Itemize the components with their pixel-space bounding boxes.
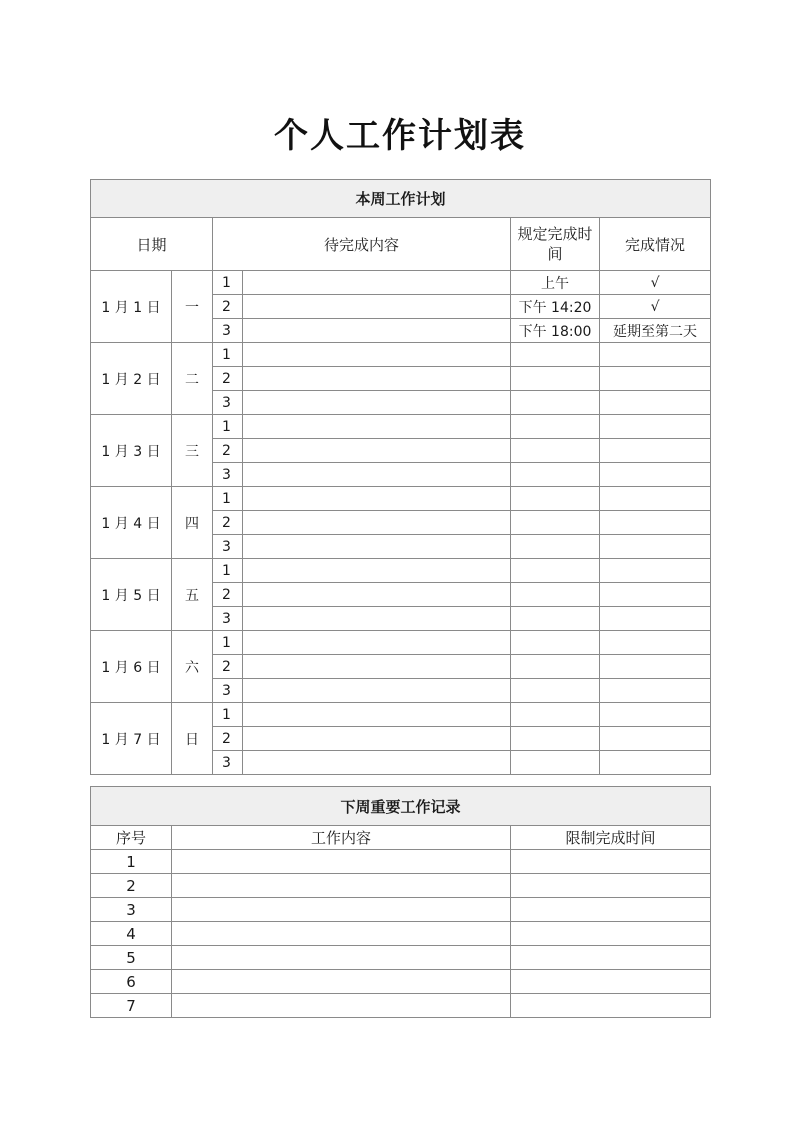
weekday-cell: 六 bbox=[172, 631, 213, 703]
next-week-row bbox=[91, 874, 711, 898]
task-deadline-cell[interactable]: 下午 18:00 bbox=[511, 319, 600, 343]
date-cell: 1 月 7 日 bbox=[91, 703, 172, 775]
task-status-cell[interactable]: 延期至第二天 bbox=[600, 319, 711, 343]
task-row bbox=[91, 487, 711, 511]
deadline-limit-cell[interactable] bbox=[511, 994, 711, 1018]
task-number: 1 bbox=[213, 487, 243, 511]
task-number: 2 bbox=[213, 439, 243, 463]
task-content-cell[interactable] bbox=[243, 607, 511, 631]
date-column-header: 日期 bbox=[91, 218, 213, 271]
weekly-plan-section-title: 本周工作计划 bbox=[91, 180, 711, 218]
task-deadline-cell[interactable] bbox=[511, 439, 600, 463]
status-column-header: 完成情况 bbox=[600, 218, 711, 271]
work-content-column-header: 工作内容 bbox=[172, 826, 511, 850]
task-deadline-cell[interactable] bbox=[511, 679, 600, 703]
task-status-cell[interactable] bbox=[600, 487, 711, 511]
task-deadline-cell[interactable] bbox=[511, 727, 600, 751]
task-deadline-cell[interactable] bbox=[511, 631, 600, 655]
task-content-cell[interactable] bbox=[243, 367, 511, 391]
task-content-cell[interactable] bbox=[243, 535, 511, 559]
task-number: 3 bbox=[213, 751, 243, 775]
task-deadline-cell[interactable] bbox=[511, 583, 600, 607]
deadline-column-header: 规定完成时间 bbox=[511, 218, 600, 271]
task-status-cell[interactable] bbox=[600, 343, 711, 367]
task-deadline-cell[interactable] bbox=[511, 751, 600, 775]
task-status-cell[interactable]: √ bbox=[600, 271, 711, 295]
task-content-cell[interactable] bbox=[243, 463, 511, 487]
work-content-cell[interactable] bbox=[172, 994, 511, 1018]
task-status-cell[interactable] bbox=[600, 751, 711, 775]
date-cell: 1 月 2 日 bbox=[91, 343, 172, 415]
deadline-limit-cell[interactable] bbox=[511, 850, 711, 874]
task-content-cell[interactable] bbox=[243, 271, 511, 295]
task-content-cell[interactable] bbox=[243, 487, 511, 511]
task-number: 2 bbox=[213, 367, 243, 391]
task-content-cell[interactable] bbox=[243, 751, 511, 775]
task-deadline-cell[interactable] bbox=[511, 703, 600, 727]
date-cell: 1 月 5 日 bbox=[91, 559, 172, 631]
work-content-cell[interactable] bbox=[172, 874, 511, 898]
task-status-cell[interactable] bbox=[600, 439, 711, 463]
weekly-plan-table bbox=[90, 179, 711, 775]
serial-number: 6 bbox=[91, 970, 172, 994]
work-content-cell[interactable] bbox=[172, 898, 511, 922]
serial-number: 1 bbox=[91, 850, 172, 874]
serial-number: 2 bbox=[91, 874, 172, 898]
deadline-limit-column-header: 限制完成时间 bbox=[511, 826, 711, 850]
serial-number: 4 bbox=[91, 922, 172, 946]
task-content-cell[interactable] bbox=[243, 655, 511, 679]
work-content-cell[interactable] bbox=[172, 970, 511, 994]
task-status-cell[interactable] bbox=[600, 679, 711, 703]
next-week-table bbox=[90, 786, 711, 1018]
deadline-limit-cell[interactable] bbox=[511, 898, 711, 922]
task-deadline-cell[interactable]: 上午 bbox=[511, 271, 600, 295]
next-week-section-title: 下周重要工作记录 bbox=[91, 787, 711, 826]
task-status-cell[interactable] bbox=[600, 391, 711, 415]
task-number: 3 bbox=[213, 463, 243, 487]
date-cell: 1 月 4 日 bbox=[91, 487, 172, 559]
task-status-cell[interactable] bbox=[600, 559, 711, 583]
date-cell: 1 月 1 日 bbox=[91, 271, 172, 343]
task-row bbox=[91, 343, 711, 367]
task-status-cell[interactable] bbox=[600, 511, 711, 535]
task-row bbox=[91, 631, 711, 655]
task-deadline-cell[interactable] bbox=[511, 487, 600, 511]
task-content-cell[interactable] bbox=[243, 511, 511, 535]
serial-column-header: 序号 bbox=[91, 826, 172, 850]
next-week-row bbox=[91, 946, 711, 970]
task-number: 3 bbox=[213, 679, 243, 703]
task-number: 2 bbox=[213, 727, 243, 751]
task-number: 1 bbox=[213, 343, 243, 367]
task-content-cell[interactable] bbox=[243, 391, 511, 415]
task-status-cell[interactable] bbox=[600, 535, 711, 559]
task-deadline-cell[interactable] bbox=[511, 367, 600, 391]
task-row bbox=[91, 271, 711, 295]
task-number: 3 bbox=[213, 319, 243, 343]
task-deadline-cell[interactable] bbox=[511, 463, 600, 487]
page-title: 个人工作计划表 bbox=[274, 116, 526, 156]
task-number: 1 bbox=[213, 415, 243, 439]
task-content-cell[interactable] bbox=[243, 631, 511, 655]
next-week-row bbox=[91, 922, 711, 946]
task-status-cell[interactable]: √ bbox=[600, 295, 711, 319]
next-week-row bbox=[91, 898, 711, 922]
task-status-cell[interactable] bbox=[600, 655, 711, 679]
task-status-cell[interactable] bbox=[600, 367, 711, 391]
task-content-cell[interactable] bbox=[243, 679, 511, 703]
task-number: 2 bbox=[213, 511, 243, 535]
task-content-cell[interactable] bbox=[243, 703, 511, 727]
task-status-cell[interactable] bbox=[600, 631, 711, 655]
date-cell: 1 月 3 日 bbox=[91, 415, 172, 487]
task-number: 1 bbox=[213, 703, 243, 727]
deadline-limit-cell[interactable] bbox=[511, 922, 711, 946]
deadline-limit-cell[interactable] bbox=[511, 946, 711, 970]
weekday-cell: 五 bbox=[172, 559, 213, 631]
task-deadline-cell[interactable] bbox=[511, 511, 600, 535]
serial-number: 3 bbox=[91, 898, 172, 922]
task-status-cell[interactable] bbox=[600, 415, 711, 439]
work-content-cell[interactable] bbox=[172, 946, 511, 970]
task-content-cell[interactable] bbox=[243, 343, 511, 367]
task-content-cell[interactable] bbox=[243, 727, 511, 751]
task-status-cell[interactable] bbox=[600, 607, 711, 631]
task-row bbox=[91, 415, 711, 439]
work-content-cell[interactable] bbox=[172, 922, 511, 946]
next-week-row bbox=[91, 994, 711, 1018]
next-week-row bbox=[91, 850, 711, 874]
task-content-cell[interactable] bbox=[243, 439, 511, 463]
task-deadline-cell[interactable] bbox=[511, 535, 600, 559]
task-deadline-cell[interactable] bbox=[511, 559, 600, 583]
task-content-cell[interactable] bbox=[243, 583, 511, 607]
serial-number: 7 bbox=[91, 994, 172, 1018]
weekday-cell: 三 bbox=[172, 415, 213, 487]
task-content-cell[interactable] bbox=[243, 319, 511, 343]
task-number: 3 bbox=[213, 607, 243, 631]
task-number: 2 bbox=[213, 295, 243, 319]
task-deadline-cell[interactable]: 下午 14:20 bbox=[511, 295, 600, 319]
deadline-limit-cell[interactable] bbox=[511, 874, 711, 898]
task-status-cell[interactable] bbox=[600, 583, 711, 607]
content-column-header: 待完成内容 bbox=[213, 218, 511, 271]
task-deadline-cell[interactable] bbox=[511, 655, 600, 679]
task-number: 1 bbox=[213, 631, 243, 655]
task-deadline-cell[interactable] bbox=[511, 415, 600, 439]
date-cell: 1 月 6 日 bbox=[91, 631, 172, 703]
task-row bbox=[91, 703, 711, 727]
task-status-cell[interactable] bbox=[600, 727, 711, 751]
task-deadline-cell[interactable] bbox=[511, 343, 600, 367]
task-number: 2 bbox=[213, 655, 243, 679]
next-week-row bbox=[91, 970, 711, 994]
serial-number: 5 bbox=[91, 946, 172, 970]
task-status-cell[interactable] bbox=[600, 703, 711, 727]
task-number: 1 bbox=[213, 271, 243, 295]
task-content-cell[interactable] bbox=[243, 295, 511, 319]
weekday-cell: 二 bbox=[172, 343, 213, 415]
task-deadline-cell[interactable] bbox=[511, 391, 600, 415]
weekday-cell: 一 bbox=[172, 271, 213, 343]
weekday-cell: 四 bbox=[172, 487, 213, 559]
task-number: 1 bbox=[213, 559, 243, 583]
weekday-cell: 日 bbox=[172, 703, 213, 775]
task-content-cell[interactable] bbox=[243, 559, 511, 583]
deadline-limit-cell[interactable] bbox=[511, 970, 711, 994]
task-number: 2 bbox=[213, 583, 243, 607]
task-content-cell[interactable] bbox=[243, 415, 511, 439]
task-row bbox=[91, 559, 711, 583]
task-deadline-cell[interactable] bbox=[511, 607, 600, 631]
task-status-cell[interactable] bbox=[600, 463, 711, 487]
task-number: 3 bbox=[213, 535, 243, 559]
work-content-cell[interactable] bbox=[172, 850, 511, 874]
task-number: 3 bbox=[213, 391, 243, 415]
